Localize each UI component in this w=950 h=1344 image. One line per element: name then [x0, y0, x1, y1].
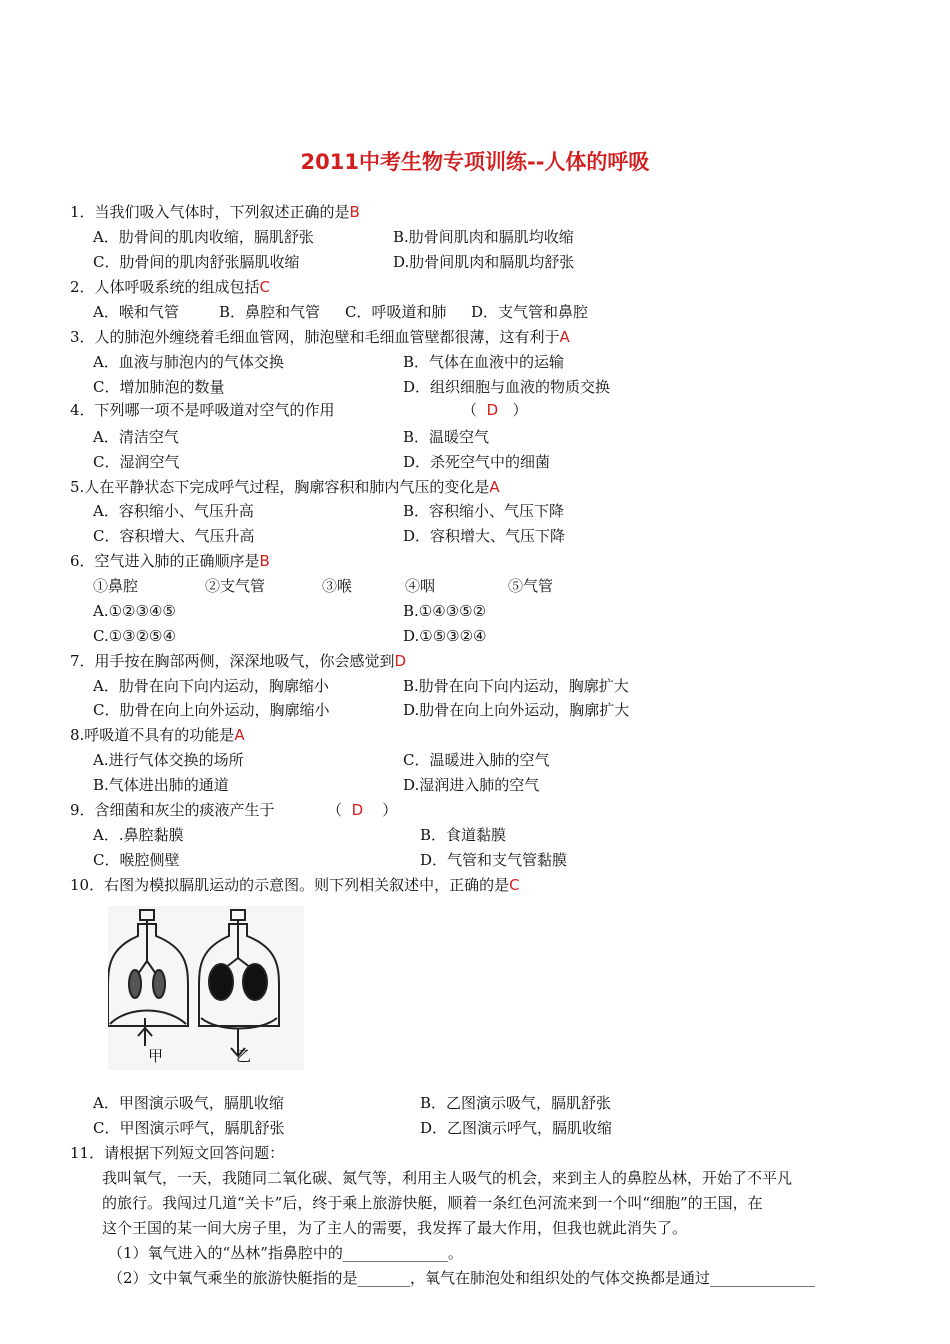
option: C．湿润空气: [93, 453, 180, 471]
option: C．增加肺泡的数量: [93, 378, 225, 396]
answer-mark: D: [486, 401, 499, 419]
option: A．肋骨间的肌肉收缩，膈肌舒张: [93, 228, 314, 246]
answer-mark: A: [234, 726, 245, 744]
option: D.肋骨在向上向外运动，胸廓扩大: [403, 701, 630, 719]
option: D.①⑤③②④: [403, 627, 487, 645]
bell-jar-left: [108, 910, 188, 1046]
question-stem: 4．下列哪一项不是呼吸道对空气的作用: [70, 401, 335, 419]
question-stem: 5.人在平静状态下完成呼气过程，胸廓容积和肺内气压的变化是A: [70, 478, 500, 496]
option: A．血液与肺泡内的气体交换: [93, 353, 284, 371]
answer-bracket: （ D ）: [462, 401, 528, 419]
answer-bracket: （ D ）: [327, 801, 398, 819]
diaphragm-model-figure: [108, 906, 304, 1070]
option: D．乙图演示呼气，膈肌收缩: [420, 1119, 613, 1137]
option: D．支气管和鼻腔: [471, 303, 589, 321]
option: A．甲图演示吸气，膈肌收缩: [93, 1094, 284, 1112]
figure-label-yi: 乙: [236, 1047, 252, 1065]
question-stem: 2．人体呼吸系统的组成包括C: [70, 278, 271, 296]
passage-line: 这个王国的某一间大房子里，为了主人的需要，我发挥了最大作用，但我也就此消失了。: [102, 1219, 688, 1237]
passage-line: 我叫氧气，一天，我随同二氧化碳、氮气等，利用主人吸气的机会，来到主人的鼻腔丛林，开始了不平凡: [102, 1169, 793, 1187]
question-stem: 9．含细菌和灰尘的痰液产生于: [70, 801, 275, 819]
option: B．气体在血液中的运输: [403, 353, 565, 371]
question-stem: 8.呼吸道不具有的功能是A: [70, 726, 245, 744]
option: A．容积缩小、气压升高: [93, 502, 254, 520]
passage-line: 的旅行。我闯过几道“关卡”后，终于乘上旅游快艇，顺着一条红色河流来到一个叫“细胞”的王国，在: [102, 1194, 763, 1212]
sub-question: （2）文中氧气乘坐的旅游快艇指的是_______，氧气在肺泡处和组织处的气体交换都是通过______________: [108, 1269, 816, 1287]
option: C．容积增大、气压升高: [93, 527, 255, 545]
sub-question: （1）氧气进入的“丛林”指鼻腔中的______________。: [108, 1244, 463, 1262]
answer-mark: C: [509, 876, 520, 894]
option: D．气管和支气管黏膜: [420, 851, 568, 869]
option: B．容积缩小、气压下降: [403, 502, 565, 520]
option: C．呼吸道和肺: [345, 303, 447, 321]
option: A．肋骨在向下向内运动，胸廓缩小: [93, 677, 329, 695]
option: D.肋骨间肌肉和膈肌均舒张: [393, 253, 575, 271]
option: D.湿润进入肺的空气: [403, 776, 540, 794]
option: B．温暖空气: [403, 428, 490, 446]
question-stem: 10．右图为模拟膈肌运动的示意图。则下列相关叙述中，正确的是C: [70, 876, 520, 894]
option: C．喉腔侧壁: [93, 851, 180, 869]
organ-item: ③喉: [322, 577, 353, 595]
bell-jar-diagram: [108, 906, 304, 1070]
option: A．清洁空气: [93, 428, 179, 446]
option: D．容积增大、气压下降: [403, 527, 566, 545]
organ-item: ⑤气管: [508, 577, 554, 595]
question-stem: 1．当我们吸入气体时，下列叙述正确的是B: [70, 203, 360, 221]
organ-item: ②支气管: [205, 577, 266, 595]
answer-mark: D: [351, 801, 364, 819]
organ-item: ④咽: [405, 577, 436, 595]
option: B．食道黏膜: [420, 826, 507, 844]
answer-mark: B: [349, 203, 360, 221]
question-stem: 3．人的肺泡外缠绕着毛细血管网，肺泡壁和毛细血管壁都很薄，这有利于A: [70, 328, 570, 346]
question-stem: 11．请根据下列短文回答问题：: [70, 1144, 285, 1162]
option: B.①④③⑤②: [403, 602, 487, 620]
option: A.①②③④⑤: [93, 602, 176, 620]
option: B.气体进出肺的通道: [93, 776, 229, 794]
option: C．温暖进入肺的空气: [403, 751, 550, 769]
answer-mark: B: [259, 552, 270, 570]
question-stem: 7．用手按在胸部两侧，深深地吸气，你会感觉到D: [70, 652, 407, 670]
option: B．鼻腔和气管: [219, 303, 321, 321]
option: A.进行气体交换的场所: [93, 751, 244, 769]
option: C．肋骨在向上向外运动，胸廓缩小: [93, 701, 330, 719]
option: C．甲图演示呼气，膈肌舒张: [93, 1119, 285, 1137]
option: C.①③②⑤④: [93, 627, 176, 645]
answer-mark: C: [259, 278, 271, 296]
answer-mark: D: [394, 652, 407, 670]
option: A．.鼻腔黏膜: [93, 826, 184, 844]
option: C．肋骨间的肌肉舒张膈肌收缩: [93, 253, 300, 271]
option: B.肋骨间肌肉和膈肌均收缩: [393, 228, 574, 246]
page-title: 2011中考生物专项训练--人体的呼吸: [300, 150, 650, 174]
organ-item: ①鼻腔: [93, 577, 139, 595]
bell-jar-right: [199, 910, 279, 1056]
option: D．组织细胞与血液的物质交换: [403, 378, 611, 396]
question-stem: 6．空气进入肺的正确顺序是B: [70, 552, 270, 570]
option: D．杀死空气中的细菌: [403, 453, 551, 471]
option: B．乙图演示吸气，膈肌舒张: [420, 1094, 612, 1112]
option: A．喉和气管: [93, 303, 179, 321]
figure-label-jia: 甲: [148, 1047, 164, 1065]
answer-mark: A: [559, 328, 570, 346]
answer-mark: A: [489, 478, 500, 496]
option: B.肋骨在向下向内运动，胸廓扩大: [403, 677, 629, 695]
